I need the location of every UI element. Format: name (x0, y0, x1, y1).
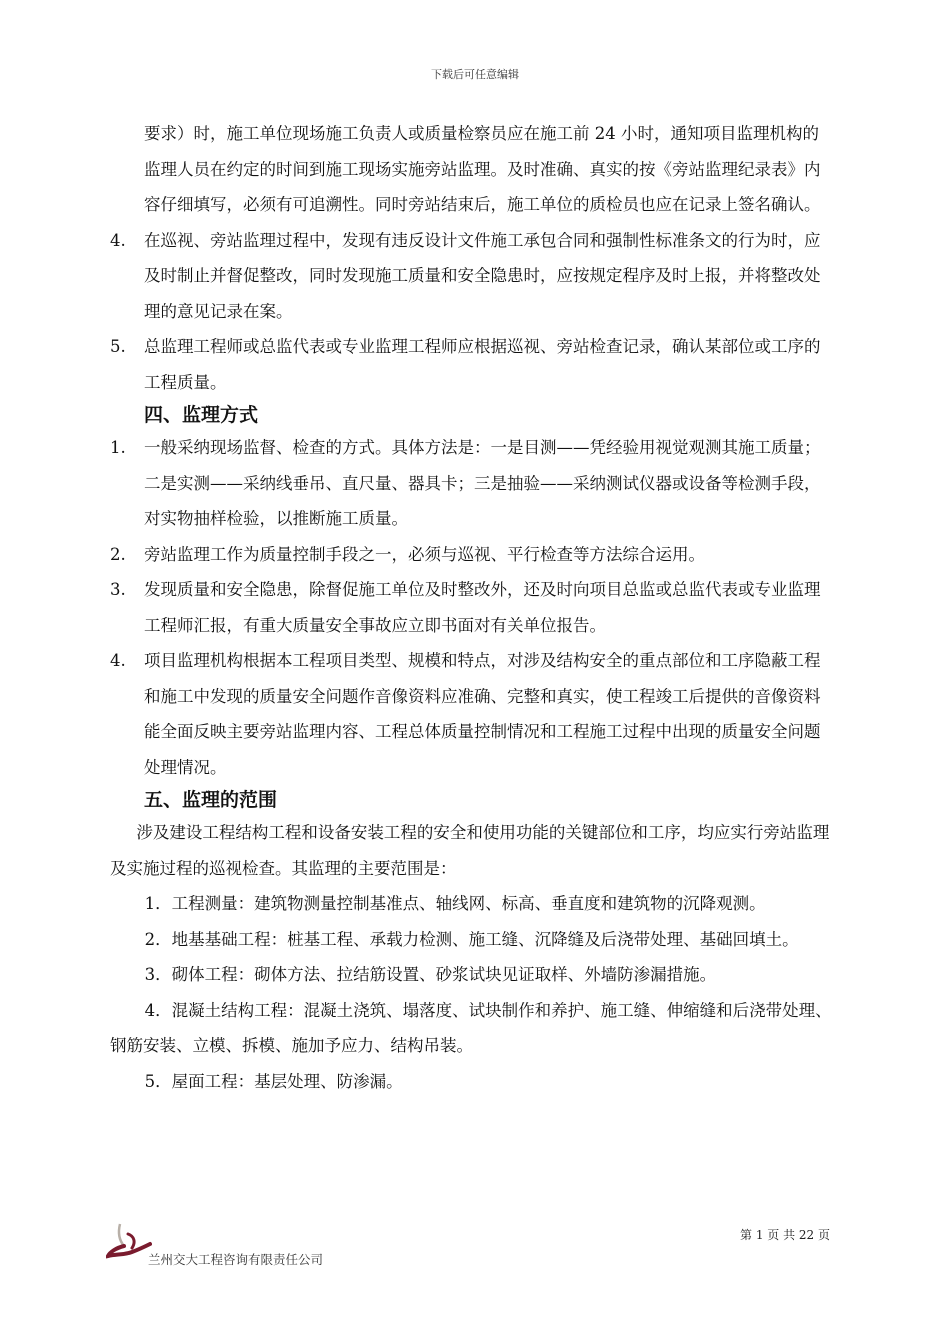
scope-item: 1．工程测量：建筑物测量控制基准点、轴线网、标高、垂直度和建筑物的沉降观测。 (144, 894, 766, 913)
section-intro: 涉及建设工程结构工程和设备安装工程的安全和使用功能的关键部位和工序，均应实行旁站监理及实施过程的巡视检查。其监理的主要范围是： (110, 823, 830, 878)
list-text: 在巡视、旁站监理过程中，发现有违反设计文件施工承包合同和强制性标准条文的行为时，应及时制止并督促整改，同时发现施工质量和安全隐患时，应按规定程序及时上报，并将整改处理的意见记录在案。 (144, 230, 821, 321)
list-item (110, 223, 832, 330)
list-number: 2. (110, 544, 126, 564)
list-text: 发现质量和安全隐患，除督促施工单位及时整改外，还及时向项目总监或总监代表或专业监理工程师汇报，有重大质量安全事故应立即书面对有关单位报告。 (144, 580, 821, 635)
list-text: 一般采纳现场监督、检查的方式。具体方法是：一是目测——凭经验用视觉观测其施工质量；二是实测——采纳线垂吊、直尺量、器具卡；三是抽验——采纳测试仪器或设备等检测手段，对实物抽样检验，以推断施工质量。 (144, 438, 821, 528)
list-number: 4. (110, 230, 126, 250)
continued-paragraph: 要求）时，施工单位现场施工负责人或质量检察员应在施工前 24 小时，通知项目监理机构的监理人员在约定的时间到施工现场实施旁站监理。及时准确、真实的按《旁站监理纪录表》内容仔细填写，必须有可追溯性。同时旁站结束后，施工单位的质检员也应在记录上签名确认。 (144, 124, 821, 214)
scope-item: 4．混凝土结构工程：混凝土浇筑、塌落度、试块制作和养护、施工缝、伸缩缝和后浇带处理、钢筋安装、立模、拆模、施加予应力、结构吊装。 (110, 1000, 832, 1055)
list-text: 总监理工程师或总监代表或专业监理工程师应根据巡视、旁站检查记录，确认某部位或工序的工程质量。 (144, 337, 821, 392)
list-item (110, 430, 832, 537)
list-number: 3. (110, 580, 126, 599)
page-header: 下载后可任意编辑 (431, 68, 519, 81)
company-logo-icon (106, 1222, 152, 1262)
list-item (110, 572, 832, 643)
scope-item: 2．地基基础工程：桩基工程、承载力检测、施工缝、沉降缝及后浇带处理、基础回填土。 (144, 929, 799, 949)
page-number: 第 1 页 共 22 页 (740, 1228, 830, 1242)
scope-item: 3．砌体工程：砌体方法、拉结筋设置、砂浆试块见证取样、外墙防渗漏措施。 (144, 965, 717, 984)
list-item (110, 643, 832, 785)
scope-item: 5．屋面工程：基层处理、防渗漏。 (144, 1071, 403, 1091)
list-item (110, 537, 832, 573)
list-text: 旁站监理工作为质量控制手段之一，必须与巡视、平行检查等方法综合运用。 (144, 544, 705, 564)
list-number: 5. (110, 337, 126, 356)
list-number: 1. (110, 438, 126, 457)
list-item (110, 329, 832, 400)
list-number: 4. (110, 651, 126, 670)
document-body (110, 116, 832, 1099)
list-text: 项目监理机构根据本工程项目类型、规模和特点，对涉及结构安全的重点部位和工序隐蔽工程和施工中发现的质量安全问题作音像资料应准确、完整和真实，使工程竣工后提供的音像资料能全面反映主要旁站监理内容、工程总体质量控制情况和工程施工过程中出现的质量安全问题处理情况。 (144, 651, 821, 777)
section-heading: 五、监理的范围 (144, 789, 278, 811)
section-heading: 四、监理方式 (144, 404, 259, 426)
company-name: 兰州交大工程咨询有限责任公司 (148, 1252, 324, 1267)
